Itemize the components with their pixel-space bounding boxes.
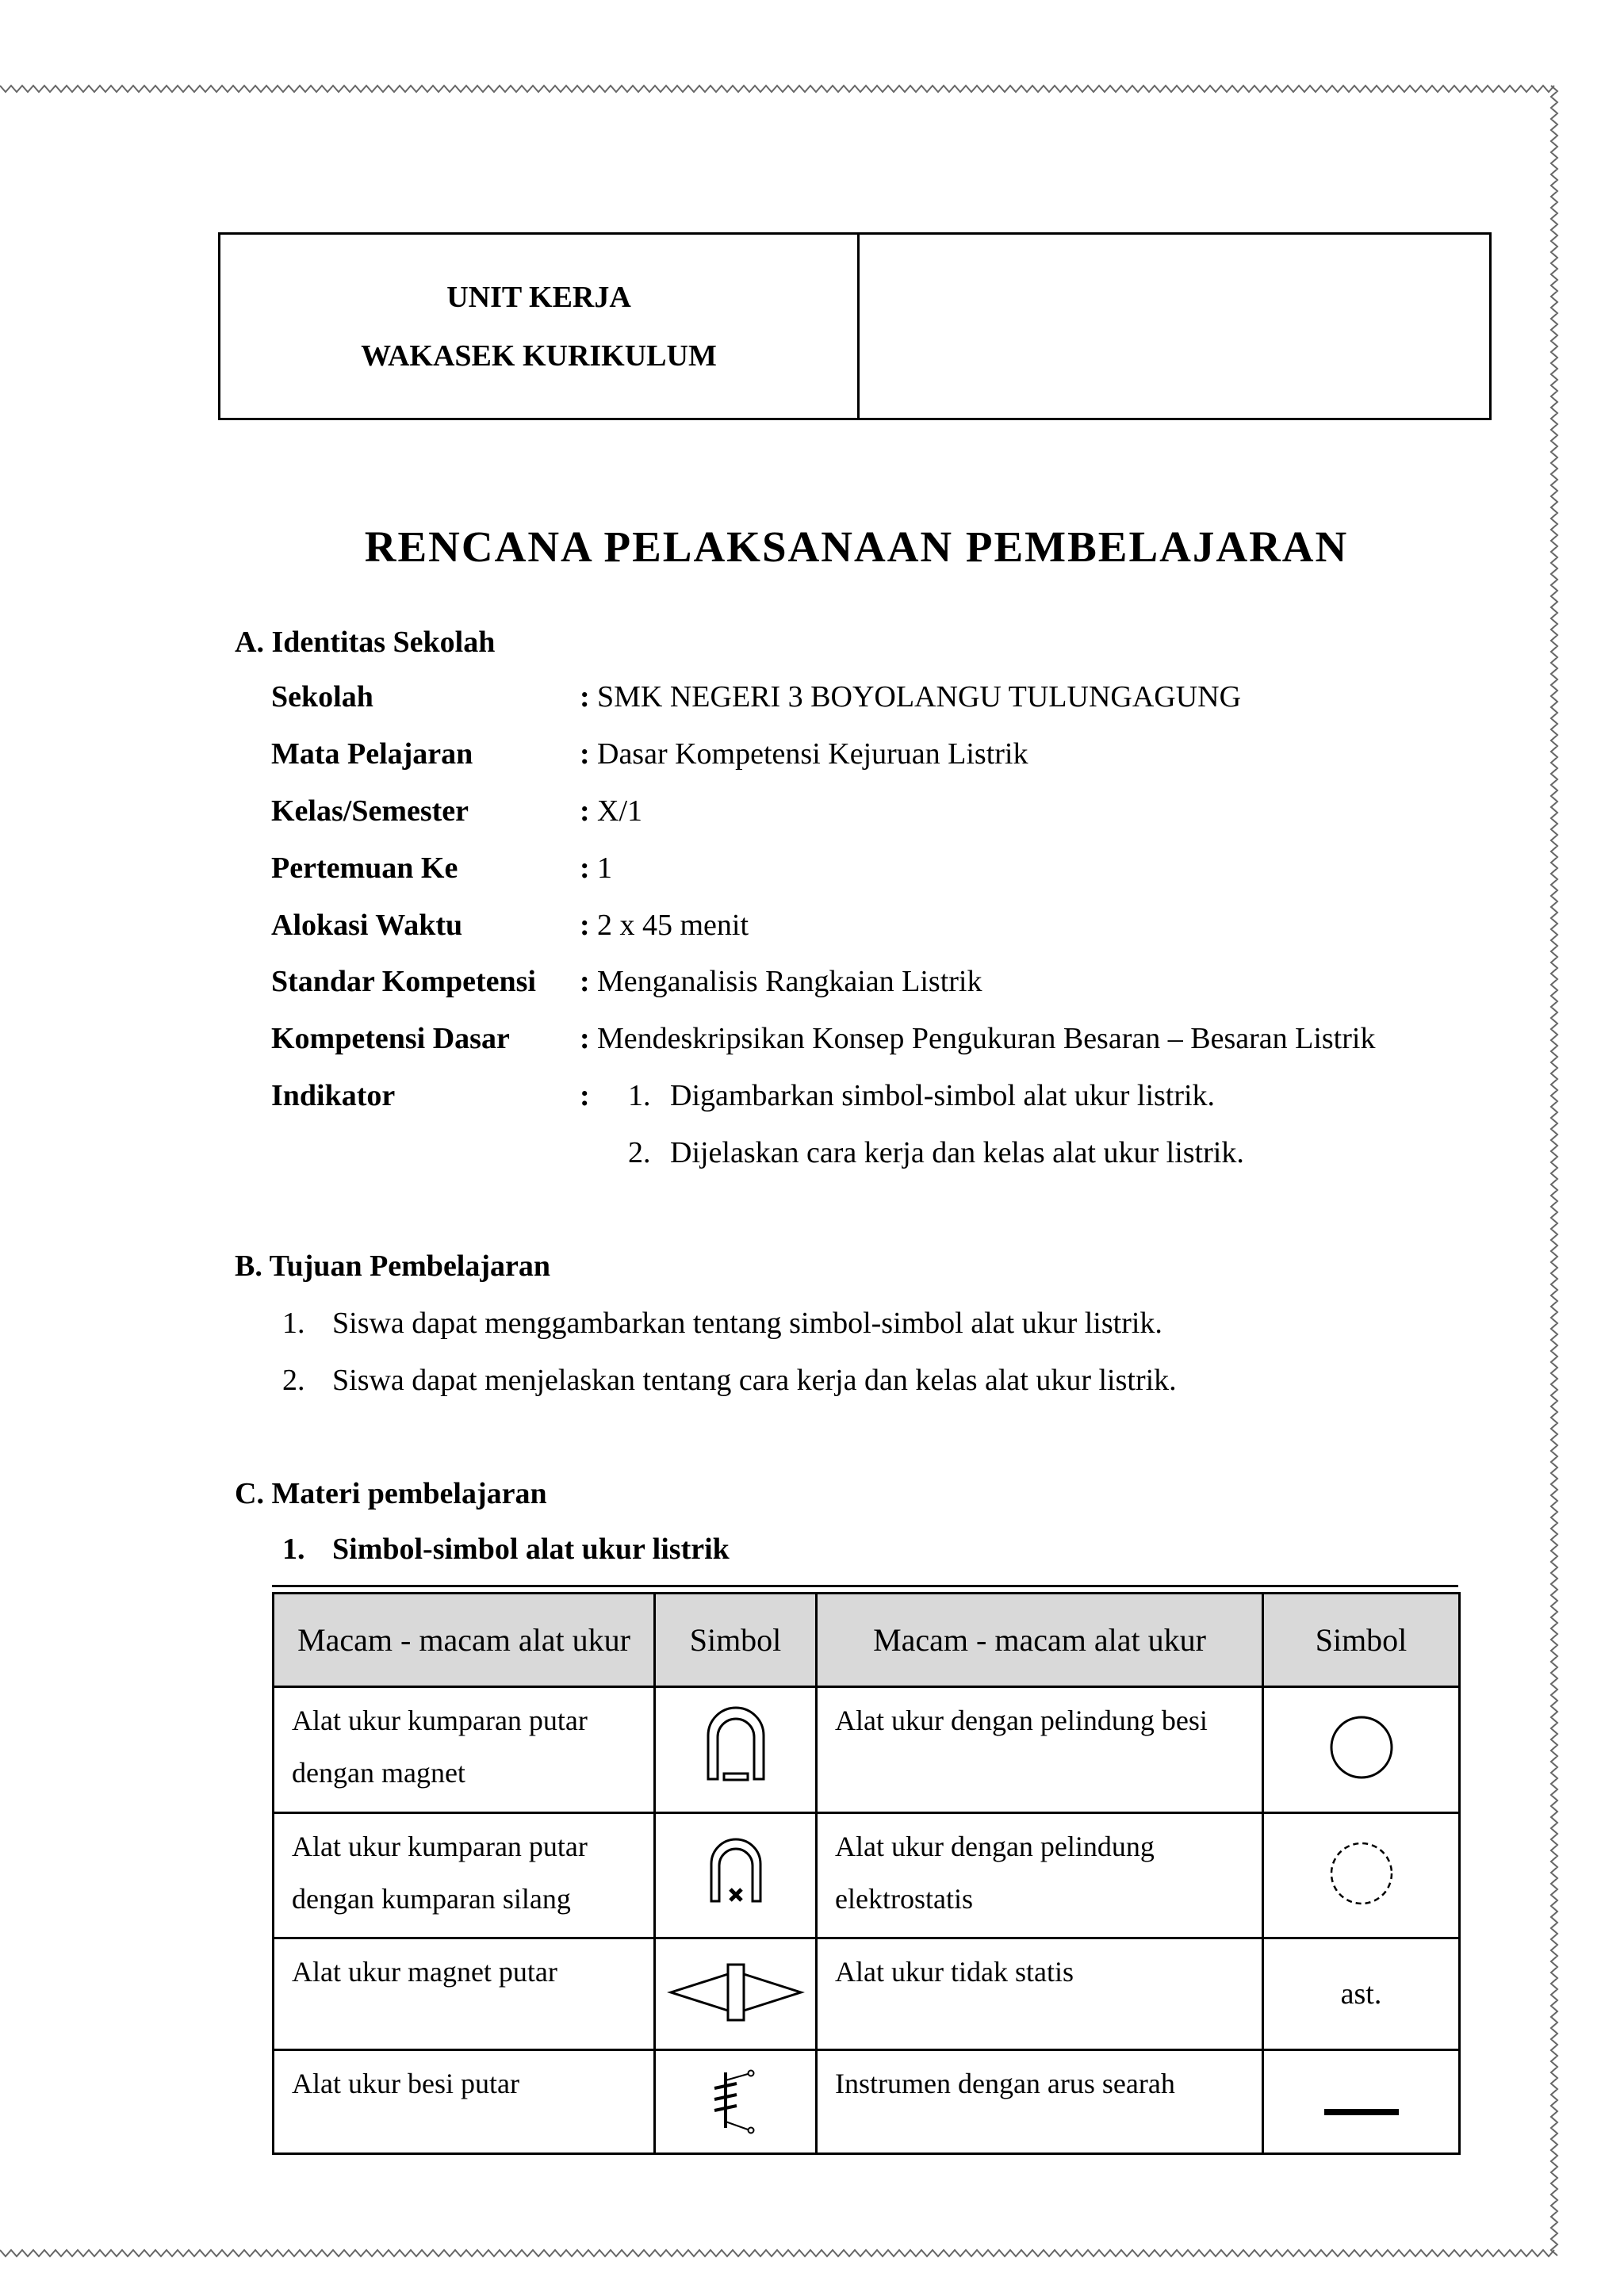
unit-cell [220,235,860,418]
symbol-cell [1263,1812,1460,1938]
colon: : [580,851,590,885]
identity-value: Dasar Kompetensi Kejuruan Listrik [597,737,1028,771]
instrument-name-cell [274,1686,655,1812]
list-number: 1. [282,1307,305,1340]
cell-line: dengan kumparan silang [292,1882,571,1915]
colon: : [580,680,590,714]
unit-name: WAKASEK KURIKULUM [361,339,717,373]
symbol-cell [655,1938,817,2050]
instrument-name-cell [817,1812,1263,1938]
cell-line: Alat ukur tidak statis [835,1956,1074,1988]
symbol-cell [655,1812,817,1938]
identity-row [271,908,1461,947]
colon: : [580,965,590,998]
section-a-heading: A. Identitas Sekolah [235,626,496,659]
list-text: Siswa dapat menjelaskan tentang cara kerja dan kelas alat ukur listrik. [332,1364,1177,1397]
identity-row [271,1021,1508,1061]
moving-coil-magnet-icon [700,1704,772,1791]
cell-line: Alat ukur kumparan putar [292,1830,588,1862]
identity-row [271,851,1461,890]
electrostatic-shield-dashed-circle-icon [1326,1838,1397,1909]
iron-shield-circle-icon [1326,1712,1397,1783]
moving-magnet-icon [665,1957,807,2028]
symbol-cell [655,2050,817,2154]
cell-line: Alat ukur magnet putar [292,1956,557,1988]
identity-label: Kompetensi Dasar [271,1022,510,1055]
unit-blank-cell [860,235,1489,418]
symbol-cell [1263,2050,1460,2154]
column-header: Simbol [655,1594,817,1687]
table-row [274,1812,1460,1938]
list-number: 2. [282,1364,305,1397]
section-b-heading: B. Tujuan Pembelajaran [235,1249,551,1283]
instrument-name-cell [274,1812,655,1938]
table-row [274,1686,1460,1812]
table-header-row [274,1594,1460,1687]
unit-label: UNIT KERJA [446,280,631,314]
column-header: Simbol [1263,1594,1460,1687]
identity-row [271,964,1461,1004]
identity-value: 1 [597,851,612,885]
moving-iron-icon [708,2064,764,2136]
colon: : [580,794,590,828]
column-header: Macam - macam alat ukur [274,1594,655,1687]
cell-line: Alat ukur dengan pelindung besi [835,1704,1208,1736]
table-row [274,2050,1460,2154]
table-top-rule [272,1585,1458,1587]
list-text: Siswa dapat menggambarkan tentang simbol-simbol alat ukur listrik. [332,1307,1162,1340]
colon: : [580,737,590,771]
identity-label: Indikator [271,1079,396,1112]
column-header: Macam - macam alat ukur [817,1594,1263,1687]
instrument-name-cell [274,2050,655,2154]
identity-row [271,679,1461,719]
direct-current-line-icon [1318,2088,1405,2136]
identity-value: Mendeskripsikan Konsep Pengukuran Besaran – Besaran Listrik [597,1022,1376,1055]
section-c-heading: C. Materi pembelajaran [235,1477,547,1510]
identity-label: Mata Pelajaran [271,737,473,771]
instrument-name-cell [817,1686,1263,1812]
identity-value: X/1 [597,794,642,828]
identity-label: Alokasi Waktu [271,909,463,942]
list-number: 2. [628,1136,651,1169]
list-number: 1. [628,1079,651,1112]
subsection-title: Simbol-simbol alat ukur listrik [332,1533,730,1566]
unit-header-table [218,232,1492,420]
identity-value: 2 x 45 menit [597,909,749,942]
identity-value: Menganalisis Rangkaian Listrik [597,965,982,998]
identity-value: SMK NEGERI 3 BOYOLANGU TULUNGAGUNG [597,680,1242,714]
identity-label: Standar Kompetensi [271,965,536,998]
symbol-text-cell: ast. [1263,1938,1460,2050]
cell-line: Alat ukur dengan pelindung [835,1830,1155,1862]
instrument-name-cell [274,1938,655,2050]
cell-line: Alat ukur besi putar [292,2068,519,2100]
document-title: RENCANA PELAKSANAAN PEMBELAJARAN [364,522,1349,571]
colon: : [580,1079,590,1112]
table-row [274,1938,1460,2050]
identity-row [271,794,1461,833]
instrument-name-cell [817,2050,1263,2154]
identity-label: Sekolah [271,680,373,714]
cell-line: Alat ukur kumparan putar [292,1704,588,1736]
colon: : [580,909,590,942]
identity-label: Kelas/Semester [271,794,469,828]
cell-line: elektrostatis [835,1882,973,1915]
colon: : [580,1022,590,1055]
symbol-cell [1263,1686,1460,1812]
list-text: Dijelaskan cara kerja dan kelas alat ukur listrik. [670,1136,1244,1169]
identity-row [271,737,1461,776]
list-text: Digambarkan simbol-simbol alat ukur listrik. [670,1079,1216,1112]
symbol-cell [655,1686,817,1812]
identity-label: Pertemuan Ke [271,851,458,885]
crossed-coil-icon [700,1834,772,1913]
cell-line: Instrumen dengan arus searah [835,2068,1175,2100]
symbol-table [272,1592,1461,2155]
list-number: 1. [282,1533,305,1566]
cell-line: dengan magnet [292,1756,465,1789]
instrument-name-cell [817,1938,1263,2050]
